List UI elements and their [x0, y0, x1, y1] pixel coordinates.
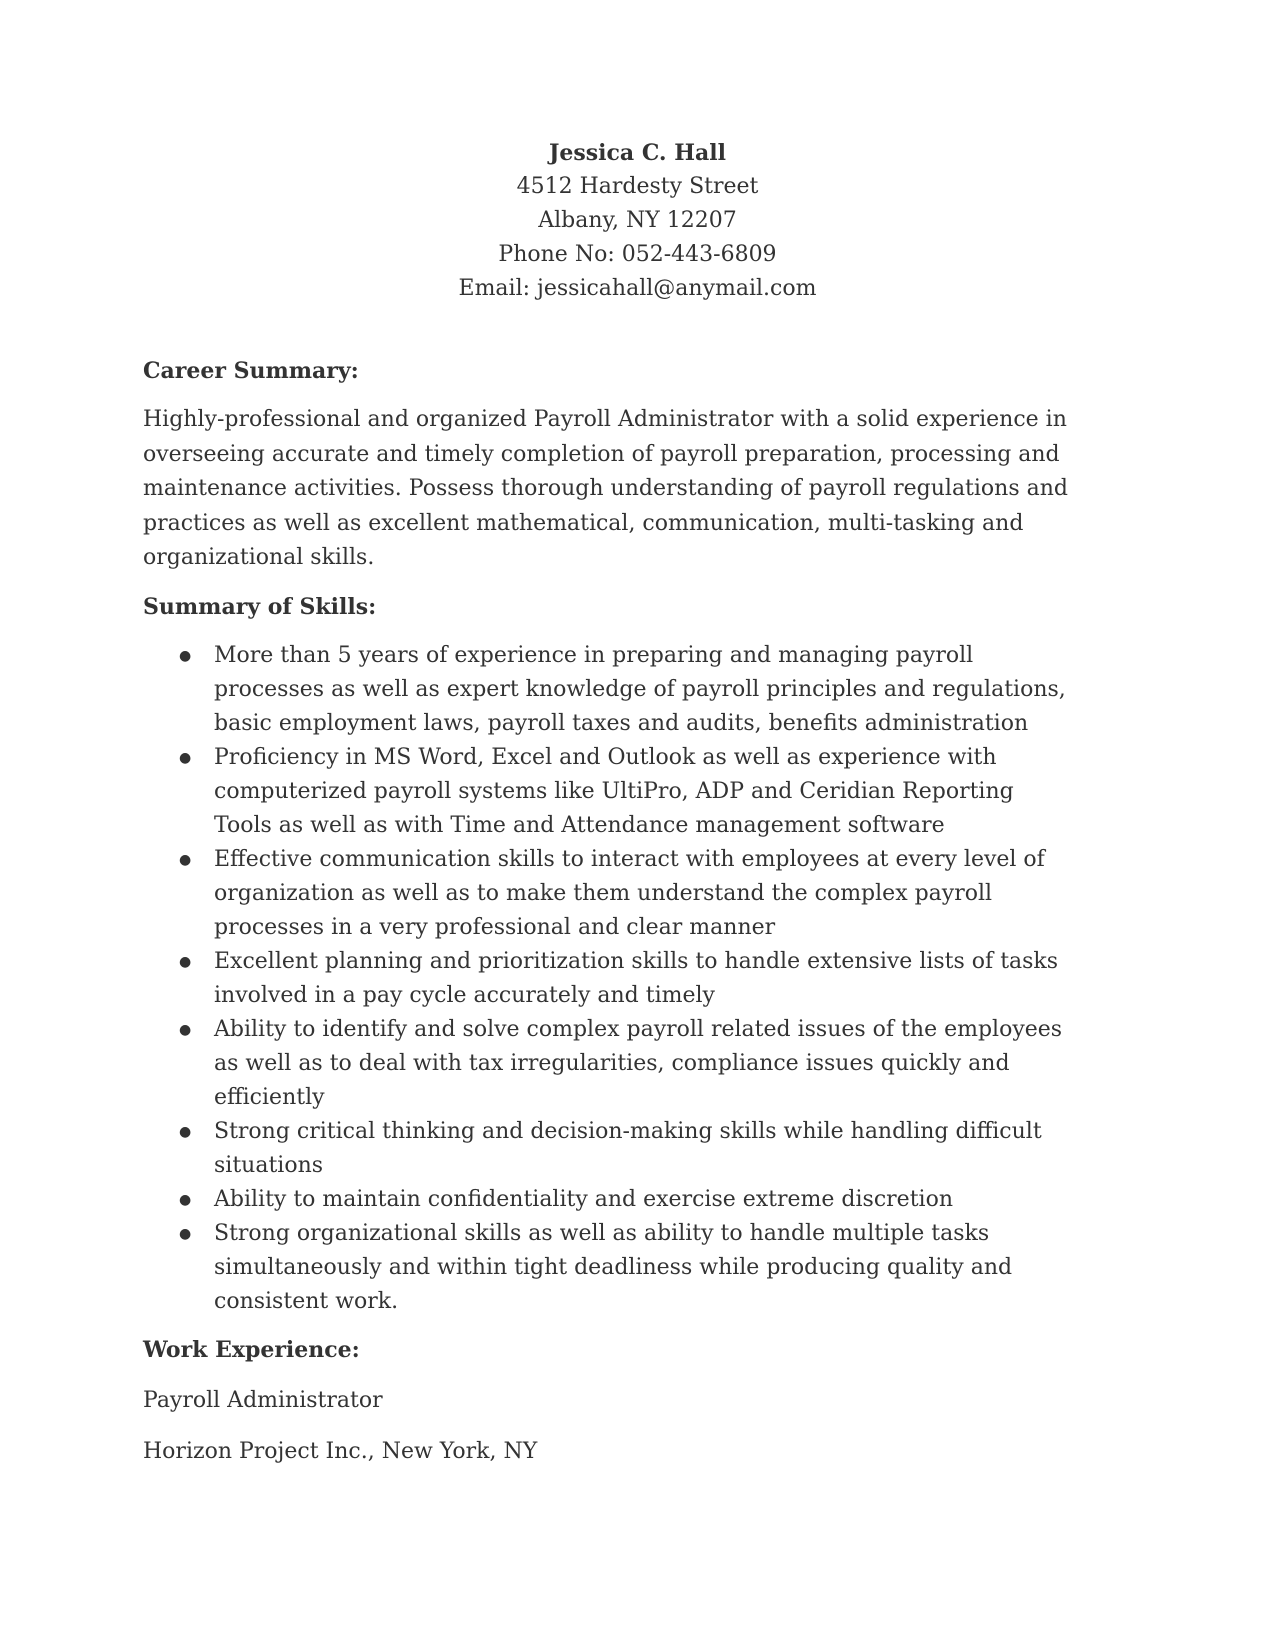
bullet-icon: ● [179, 1123, 192, 1140]
bullet-icon: ● [179, 1225, 192, 1242]
bullet-icon: ● [179, 1021, 192, 1038]
skill-text: More than 5 years of experience in preparing and managing payroll processes as well as expert knowledge of payroll principles and regulations, basic employment laws, payroll taxes and audits, benefits administration [214, 642, 1066, 736]
career-summary-heading: Career Summary: [143, 358, 359, 384]
resume-page [143, 136, 1133, 1469]
list-item [143, 1217, 1074, 1319]
work-experience-heading: Work Experience: [143, 1336, 360, 1363]
list-item [143, 843, 1074, 945]
list-item [143, 1183, 1074, 1217]
skill-text: Effective communication skills to interact with employees at every level of organization as well as to make them understand the complex payroll processes in a very professional and clear manner [214, 846, 1045, 940]
skills-list [143, 639, 1133, 1319]
street-address: 4512 Hardesty Street [516, 174, 759, 199]
skill-text: Ability to identify and solve complex payroll related issues of the employees as well as to deal with tax irregularities, compliance issues quickly and efficiently [214, 1016, 1063, 1110]
contact-header [0, 136, 1275, 306]
city-address: Albany, NY 12207 [538, 208, 737, 233]
skill-text: Proficiency in MS Word, Excel and Outlook as well as experience with computerized payroll systems like UltiPro, ADP and Ceridian Reporting Tools as well as with Time and Attendance management software [214, 744, 1014, 838]
job-position: Payroll Administrator [143, 1387, 383, 1413]
candidate-name: Jessica C. Hall [548, 140, 727, 166]
list-item [143, 945, 1074, 1013]
bullet-icon: ● [179, 647, 192, 664]
skill-text: Strong organizational skills as well as ability to handle multiple tasks simultaneously and within tight deadliness while producing quality and consistent work. [214, 1220, 1013, 1314]
list-item [143, 1013, 1074, 1115]
skill-text: Ability to maintain confidentiality and exercise extreme discretion [214, 1186, 953, 1212]
bullet-icon: ● [179, 749, 192, 766]
list-item [143, 1115, 1074, 1183]
skill-text: Excellent planning and prioritization skills to handle extensive lists of tasks involved in a pay cycle accurately and timely [214, 948, 1059, 1008]
job-company: Horizon Project Inc., New York, NY [143, 1438, 538, 1464]
bullet-icon: ● [179, 851, 192, 868]
email-address: Email: jessicahall@anymail.com [458, 276, 817, 301]
bullet-icon: ● [179, 1191, 192, 1208]
bullet-icon: ● [179, 953, 192, 970]
skills-heading: Summary of Skills: [143, 593, 377, 620]
list-item [143, 741, 1074, 843]
phone-number: Phone No: 052-443-6809 [498, 242, 777, 267]
career-summary-text: Highly-professional and organized Payroll Administrator with a solid experience in overseeing accurate and timely completion of payroll preparation, processing and maintenance activities. Possess thorough understanding of payroll regulations and practices as well as excellent mathematical, communication, multi-tasking and organizational skills. [143, 407, 1068, 570]
skill-text: Strong critical thinking and decision-making skills while handling difficult situations [214, 1118, 1042, 1178]
list-item [143, 639, 1074, 741]
